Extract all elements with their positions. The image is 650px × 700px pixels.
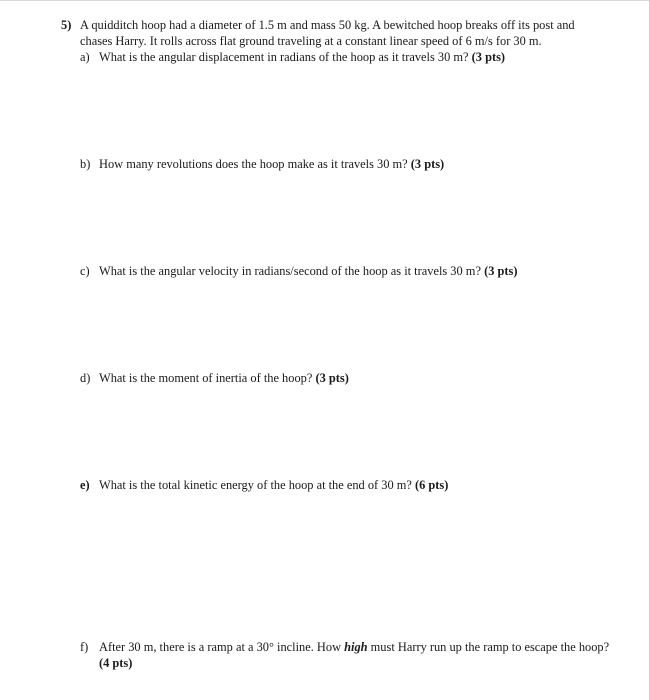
- question-text: What is the angular velocity in radians/second of the hoop as it travels 30 m?: [99, 264, 481, 278]
- question-text: must Harry run up the ramp to escape the hoop?: [370, 640, 610, 654]
- question-points: (3 pts): [471, 50, 506, 64]
- question-points: (3 pts): [410, 157, 445, 171]
- question-letter: f): [80, 640, 89, 654]
- question-letter: e): [80, 478, 90, 492]
- question-text: What is the total kinetic energy of the hoop at the end of 30 m?: [99, 478, 412, 492]
- question-emphasis: high: [344, 640, 368, 654]
- question-letter: a): [80, 50, 90, 64]
- question-points: (3 pts): [315, 371, 349, 385]
- question-text: What is the moment of inertia of the hoop?: [99, 371, 313, 385]
- problem-number: 5): [61, 18, 72, 32]
- question-letter: b): [80, 157, 91, 171]
- question-text: How many revolutions does the hoop make as it travels 30 m?: [99, 157, 408, 171]
- problem-statement: A quidditch hoop had a diameter of 1.5 m and mass 50 kg. A bewitched hoop breaks off its post and chases Harry. It rolls across flat ground traveling at a constant linear speed of 6 m/s for 30 m.: [80, 18, 575, 48]
- question-points: (3 pts): [484, 264, 518, 278]
- question-text: What is the angular displacement in radians of the hoop as it travels 30 m?: [99, 50, 469, 64]
- question-letter: c): [80, 264, 90, 278]
- question-points: (4 pts): [99, 656, 133, 670]
- question-text: After 30 m, there is a ramp at a 30° incline. How: [99, 640, 342, 654]
- question-points: (6 pts): [415, 478, 449, 492]
- question-letter: d): [80, 371, 91, 385]
